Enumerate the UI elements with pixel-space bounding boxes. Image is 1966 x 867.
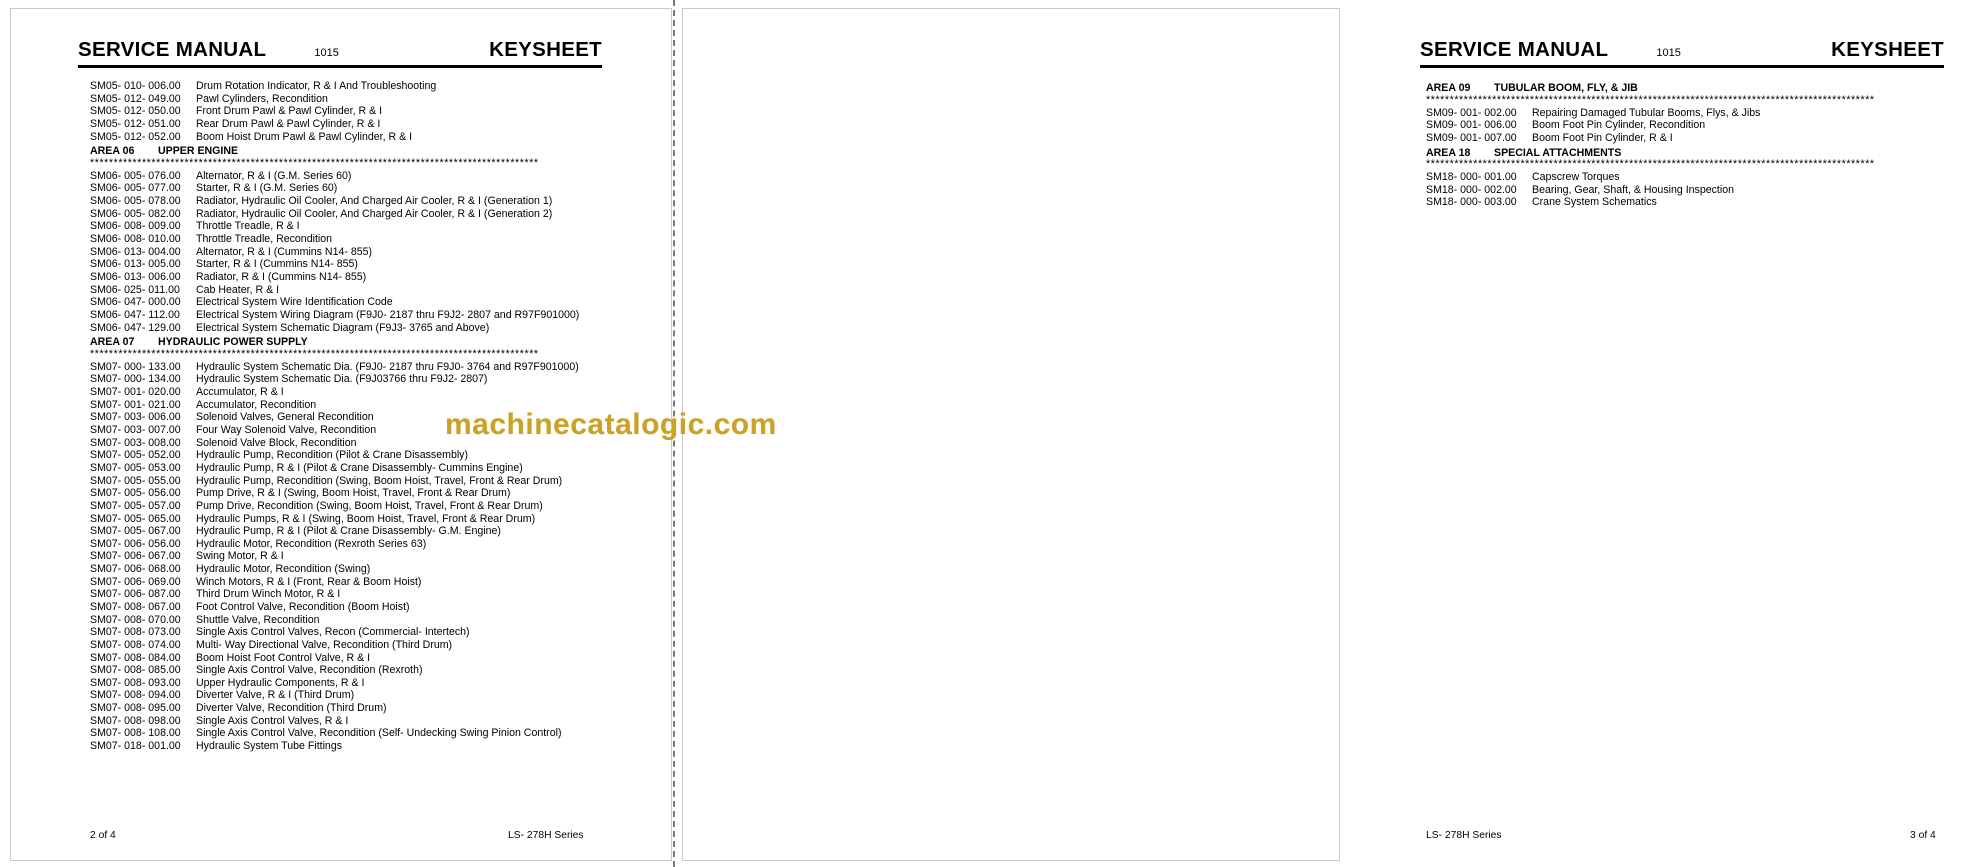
entry-code: SM07- 006- 068.00	[90, 563, 181, 576]
entry-description: Solenoid Valve Block, Recondition	[196, 436, 357, 449]
manual-entry-row	[90, 727, 650, 740]
entry-description: Pawl Cylinders, Recondition	[196, 92, 328, 105]
entry-code: SM07- 006- 056.00	[90, 537, 181, 550]
entry-code: SM07- 008- 070.00	[90, 613, 181, 626]
entry-code: SM07- 006- 087.00	[90, 588, 181, 601]
manual-entry-row	[90, 576, 650, 589]
entry-description: Single Axis Control Valve, Recondition (Rexroth)	[196, 664, 423, 677]
entry-code: SM07- 008- 098.00	[90, 714, 181, 727]
entry-description: Hydraulic Motor, Recondition (Rexroth Series 63)	[196, 537, 427, 550]
entry-description: Drum Rotation Indicator, R & I And Troubleshooting	[196, 80, 437, 92]
entry-code: SM07- 008- 095.00	[90, 702, 181, 715]
section-divider: ***********************************************************************************************	[90, 347, 539, 360]
entry-code: SM07- 006- 069.00	[90, 575, 181, 588]
page-left-footer-page: 2 of 4	[90, 830, 116, 841]
manual-entry-row	[1426, 119, 1966, 132]
manual-entry-row	[1426, 107, 1966, 120]
entry-description: Hydraulic Pumps, R & I (Swing, Boom Hoist, Travel, Front & Rear Drum)	[196, 512, 536, 525]
entry-description: Four Way Solenoid Valve, Recondition	[196, 424, 377, 437]
manual-entry-row	[90, 601, 650, 614]
entry-code: SM06- 005- 076.00	[90, 169, 181, 182]
page-right-border	[682, 8, 1340, 861]
entry-description: Winch Motors, R & I (Front, Rear & Boom Hoist)	[196, 575, 422, 588]
entry-description: Hydraulic Motor, Recondition (Swing)	[196, 563, 371, 576]
header-keysheet: KEYSHEET	[1831, 38, 1944, 61]
entry-description: Boom Foot Pin Cylinder, Recondition	[1532, 119, 1706, 132]
entry-code: SM09- 001- 002.00	[1426, 106, 1517, 119]
entry-code: SM06- 008- 009.00	[90, 220, 181, 233]
entry-description: Throttle Treadle, R & I	[196, 220, 300, 233]
page-left-footer-series: LS- 278H Series	[508, 830, 584, 841]
entry-description: Alternator, R & I (G.M. Series 60)	[196, 169, 352, 182]
entry-description: Hydraulic System Schematic Dia. (F9J03766 thru F9J2- 2807)	[196, 373, 488, 386]
manual-entry-row	[90, 246, 650, 259]
entry-description: Radiator, Hydraulic Oil Cooler, And Charged Air Cooler, R & I (Generation 1)	[196, 195, 553, 208]
header-title: SERVICE MANUAL	[78, 38, 267, 61]
manual-entry-row	[90, 740, 650, 753]
entry-code: SM06- 013- 004.00	[90, 245, 181, 258]
entry-code: SM06- 008- 010.00	[90, 233, 181, 246]
entry-description: Multi- Way Directional Valve, Recondition (Third Drum)	[196, 638, 453, 651]
entry-description: Capscrew Torques	[1532, 171, 1620, 184]
entry-code: SM05- 012- 051.00	[90, 117, 181, 130]
area-name: UPPER ENGINE	[158, 145, 239, 158]
entry-description: Hydraulic Pump, Recondition (Pilot & Crane Disassembly)	[196, 449, 469, 462]
entry-description: Hydraulic Pump, R & I (Pilot & Crane Disassembly- Cummins Engine)	[196, 461, 523, 474]
page-right-content	[1426, 80, 1966, 209]
entry-description: Crane System Schematics	[1532, 196, 1657, 209]
entry-description: Hydraulic System Schematic Dia. (F9J0- 2187 thru F9J0- 3764 and R97F901000)	[196, 360, 579, 373]
entry-code: SM06- 005- 077.00	[90, 182, 181, 195]
section-divider: ***********************************************************************************************	[1426, 93, 1875, 106]
manual-entry-row	[90, 105, 650, 118]
manual-entry-row	[90, 233, 650, 246]
manual-entry-row	[90, 182, 650, 195]
entry-description: Single Axis Control Valves, Recon (Commercial- Intertech)	[196, 626, 470, 639]
manual-entry-row	[90, 271, 650, 284]
entry-code: SM06- 047- 129.00	[90, 321, 181, 334]
area-label: AREA 07	[90, 336, 135, 349]
entry-code: SM07- 008- 067.00	[90, 600, 181, 613]
entry-description: Accumulator, R & I	[196, 386, 284, 399]
manual-entry-row	[90, 80, 650, 93]
entry-code: SM07- 008- 074.00	[90, 638, 181, 651]
entry-code: SM07- 003- 007.00	[90, 424, 181, 437]
entry-description: Accumulator, Recondition	[196, 398, 317, 411]
manual-entry-row	[90, 195, 650, 208]
entry-description: Diverter Valve, R & I (Third Drum)	[196, 689, 355, 702]
manual-entry-row	[90, 296, 650, 309]
entry-description: Third Drum Winch Motor, R & I	[196, 588, 341, 601]
entry-code: SM07- 000- 133.00	[90, 360, 181, 373]
entry-code: SM09- 001- 007.00	[1426, 131, 1517, 144]
manual-entry-row	[90, 462, 650, 475]
entry-code: SM07- 008- 085.00	[90, 664, 181, 677]
entry-code: SM05- 012- 049.00	[90, 92, 181, 105]
manual-entry-row	[90, 386, 650, 399]
entry-code: SM07- 008- 108.00	[90, 727, 181, 740]
manual-entry-row	[1426, 196, 1966, 209]
entry-code: SM07- 005- 053.00	[90, 461, 181, 474]
manual-entry-row	[1426, 171, 1966, 184]
entry-code: SM18- 000- 002.00	[1426, 183, 1517, 196]
entry-code: SM07- 005- 052.00	[90, 449, 181, 462]
entry-code: SM07- 003- 008.00	[90, 436, 181, 449]
entry-code: SM07- 006- 067.00	[90, 550, 181, 563]
entry-description: Pump Drive, Recondition (Swing, Boom Hoist, Travel, Front & Rear Drum)	[196, 499, 543, 512]
manual-entry-row	[90, 664, 650, 677]
page-right-footer-page: 3 of 4	[1910, 830, 1936, 841]
entry-code: SM07- 005- 055.00	[90, 474, 181, 487]
manual-entry-row	[90, 500, 650, 513]
header-number: 1015	[314, 47, 339, 59]
entry-description: Electrical System Wire Identification Code	[196, 296, 393, 309]
page-left-header	[78, 38, 602, 68]
header-title: SERVICE MANUAL	[1420, 38, 1609, 61]
entry-description: Diverter Valve, Recondition (Third Drum)	[196, 702, 387, 715]
entry-description: Front Drum Pawl & Pawl Cylinder, R & I	[196, 105, 383, 118]
entry-code: SM06- 047- 000.00	[90, 296, 181, 309]
entry-code: SM07- 001- 020.00	[90, 386, 181, 399]
area-name: HYDRAULIC POWER SUPPLY	[158, 336, 308, 349]
area-label: AREA 18	[1426, 146, 1471, 159]
area-label: AREA 09	[1426, 82, 1471, 94]
entry-description: Hydraulic System Tube Fittings	[196, 740, 343, 753]
page-right-footer-series: LS- 278H Series	[1426, 830, 1502, 841]
watermark: machinecatalogic.com	[445, 408, 777, 441]
entry-description: Radiator, R & I (Cummins N14- 855)	[196, 270, 367, 283]
entry-code: SM07- 018- 001.00	[90, 740, 181, 753]
area-heading	[90, 336, 650, 349]
entry-code: SM07- 005- 067.00	[90, 525, 181, 538]
manual-entry-row	[90, 550, 650, 563]
area-name: SPECIAL ATTACHMENTS	[1494, 146, 1622, 159]
entry-code: SM09- 001- 006.00	[1426, 119, 1517, 132]
manual-entry-row	[90, 258, 650, 271]
area-heading	[90, 145, 650, 158]
manual-entry-row	[90, 449, 650, 462]
entry-code: SM06- 047- 112.00	[90, 308, 180, 321]
entry-description: Alternator, R & I (Cummins N14- 855)	[196, 245, 373, 258]
entry-description: Rear Drum Pawl & Pawl Cylinder, R & I	[196, 117, 381, 130]
entry-description: Pump Drive, R & I (Swing, Boom Hoist, Travel, Front & Rear Drum)	[196, 487, 511, 500]
entry-code: SM18- 000- 003.00	[1426, 196, 1517, 209]
area-name: TUBULAR BOOM, FLY, & JIB	[1494, 82, 1638, 94]
manual-entry-row	[90, 309, 650, 322]
manual-entry-row	[90, 614, 650, 627]
entry-description: Starter, R & I (Cummins N14- 855)	[196, 258, 358, 271]
manual-entry-row	[90, 652, 650, 665]
entry-description: Foot Control Valve, Recondition (Boom Hoist)	[196, 600, 410, 613]
manual-entry-row	[90, 373, 650, 386]
manual-entry-row	[90, 118, 650, 131]
entry-code: SM05- 012- 052.00	[90, 130, 181, 143]
manual-entry-row	[90, 715, 650, 728]
manual-entry-row	[90, 513, 650, 526]
entry-description: Boom Foot Pin Cylinder, R & I	[1532, 131, 1673, 144]
entry-description: Shuttle Valve, Recondition	[196, 613, 320, 626]
manual-entry-row	[90, 475, 650, 488]
entry-code: SM05- 010- 006.00	[90, 80, 181, 92]
corner-mark	[0, 22, 10, 44]
manual-entry-row	[90, 170, 650, 183]
manual-entry-row	[1426, 184, 1966, 197]
entry-description: Bearing, Gear, Shaft, & Housing Inspection	[1532, 183, 1734, 196]
entry-description: Repairing Damaged Tubular Booms, Flys, & Jibs	[1532, 106, 1761, 119]
entry-code: SM06- 013- 006.00	[90, 270, 181, 283]
entry-description: Radiator, Hydraulic Oil Cooler, And Charged Air Cooler, R & I (Generation 2)	[196, 207, 553, 220]
manual-entry-row	[90, 284, 650, 297]
entry-description: Throttle Treadle, Recondition	[196, 233, 333, 246]
manual-entry-row	[90, 677, 650, 690]
entry-description: Single Axis Control Valve, Recondition (Self- Undecking Swing Pinion Control)	[196, 727, 562, 740]
entry-code: SM07- 008- 093.00	[90, 676, 181, 689]
entry-description: Boom Hoist Foot Control Valve, R & I	[196, 651, 371, 664]
manual-entry-row	[90, 702, 650, 715]
manual-entry-row	[90, 639, 650, 652]
entry-code: SM07- 003- 006.00	[90, 411, 181, 424]
entry-description: Hydraulic Pump, Recondition (Swing, Boom Hoist, Travel, Front & Rear Drum)	[196, 474, 563, 487]
manual-entry-row	[90, 361, 650, 374]
entry-description: Starter, R & I (G.M. Series 60)	[196, 182, 338, 195]
entry-description: Swing Motor, R & I	[196, 550, 284, 563]
entry-description: Hydraulic Pump, R & I (Pilot & Crane Disassembly- G.M. Engine)	[196, 525, 501, 538]
manual-entry-row	[90, 93, 650, 106]
section-divider: ***********************************************************************************************	[1426, 158, 1875, 171]
entry-description: Cab Heater, R & I	[196, 283, 280, 296]
manual-entry-row	[90, 626, 650, 639]
entry-description: Boom Hoist Drum Pawl & Pawl Cylinder, R & I	[196, 130, 413, 143]
manual-entry-row	[90, 563, 650, 576]
entry-code: SM07- 000- 134.00	[90, 373, 181, 386]
manual-entry-row	[90, 131, 650, 144]
area-heading	[1426, 82, 1966, 95]
entry-code: SM07- 005- 065.00	[90, 512, 181, 525]
entry-code: SM07- 005- 057.00	[90, 499, 181, 512]
manual-entry-row	[90, 689, 650, 702]
manual-entry-row	[1426, 132, 1966, 145]
entry-code: SM18- 000- 001.00	[1426, 171, 1517, 184]
entry-code: SM07- 008- 073.00	[90, 626, 181, 639]
entry-code: SM06- 013- 005.00	[90, 258, 181, 271]
header-keysheet: KEYSHEET	[489, 38, 602, 61]
entry-code: SM06- 025- 011.00	[90, 283, 180, 296]
manual-entry-row	[90, 588, 650, 601]
entry-code: SM06- 005- 078.00	[90, 195, 181, 208]
entry-description: Electrical System Schematic Diagram (F9J3- 3765 and Above)	[196, 321, 490, 334]
entry-description: Single Axis Control Valves, R & I	[196, 714, 349, 727]
header-number: 1015	[1656, 47, 1681, 59]
manual-entry-row	[90, 208, 650, 221]
entry-code: SM07- 008- 094.00	[90, 689, 181, 702]
entry-description: Upper Hydraulic Components, R & I	[196, 676, 365, 689]
entry-description: Solenoid Valves, General Recondition	[196, 411, 374, 424]
manual-entry-row	[90, 538, 650, 551]
manual-entry-row	[90, 525, 650, 538]
manual-entry-row	[90, 322, 650, 335]
section-divider: ***********************************************************************************************	[90, 156, 539, 169]
area-label: AREA 06	[90, 145, 135, 158]
page-right-header	[1420, 38, 1944, 68]
manual-entry-row	[90, 220, 650, 233]
entry-code: SM07- 005- 056.00	[90, 487, 181, 500]
entry-code: SM07- 001- 021.00	[90, 398, 181, 411]
entry-code: SM05- 012- 050.00	[90, 105, 181, 118]
manual-entry-row	[90, 487, 650, 500]
entry-description: Electrical System Wiring Diagram (F9J0- 2187 thru F9J2- 2807 and R97F901000)	[196, 308, 580, 321]
entry-code: SM06- 005- 082.00	[90, 207, 181, 220]
entry-code: SM07- 008- 084.00	[90, 651, 181, 664]
